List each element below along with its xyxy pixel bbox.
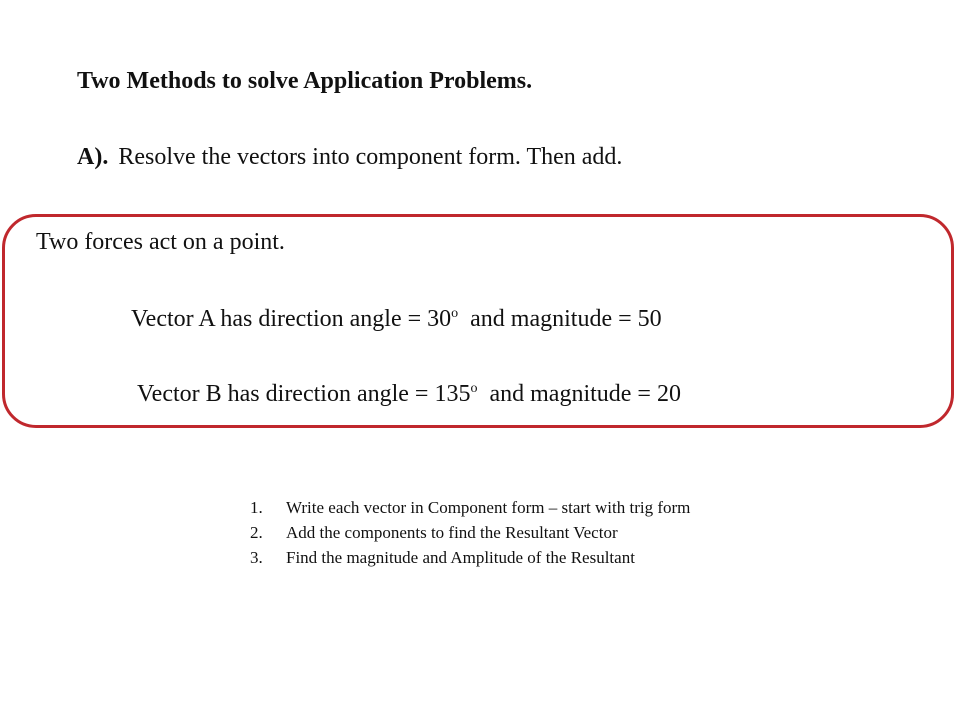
vector-a-direction: has direction angle = 30 (220, 306, 452, 332)
vector-a-name: Vector A (131, 306, 215, 332)
step-number: 1. (250, 498, 263, 517)
step-item (250, 520, 690, 545)
vector-a-degree: o (451, 306, 459, 321)
vector-a-magnitude: and magnitude = 50 (470, 306, 662, 332)
step-number: 2. (250, 523, 263, 542)
vector-a-line (131, 306, 662, 333)
step-item (250, 495, 690, 520)
method-a-line (77, 144, 622, 171)
vector-b-name: Vector B (137, 381, 222, 407)
step-number: 3. (250, 548, 263, 567)
method-a-label: A). (77, 144, 109, 170)
vector-b-line (137, 381, 681, 408)
problem-intro: Two forces act on a point. (36, 229, 285, 255)
vector-b-magnitude: and magnitude = 20 (489, 381, 681, 407)
vector-b-direction: has direction angle = 135 (227, 381, 471, 407)
step-text: Find the magnitude and Amplitude of the Resultant (286, 548, 635, 567)
method-a-text: Resolve the vectors into component form. Then add. (118, 144, 623, 170)
slide-heading: Two Methods to solve Application Problems. (77, 68, 533, 94)
step-text: Add the components to find the Resultant Vector (286, 523, 618, 542)
vector-b-degree: o (470, 381, 478, 396)
steps-list (250, 495, 690, 570)
step-text: Write each vector in Component form – start with trig form (286, 498, 691, 517)
step-item (250, 545, 690, 570)
